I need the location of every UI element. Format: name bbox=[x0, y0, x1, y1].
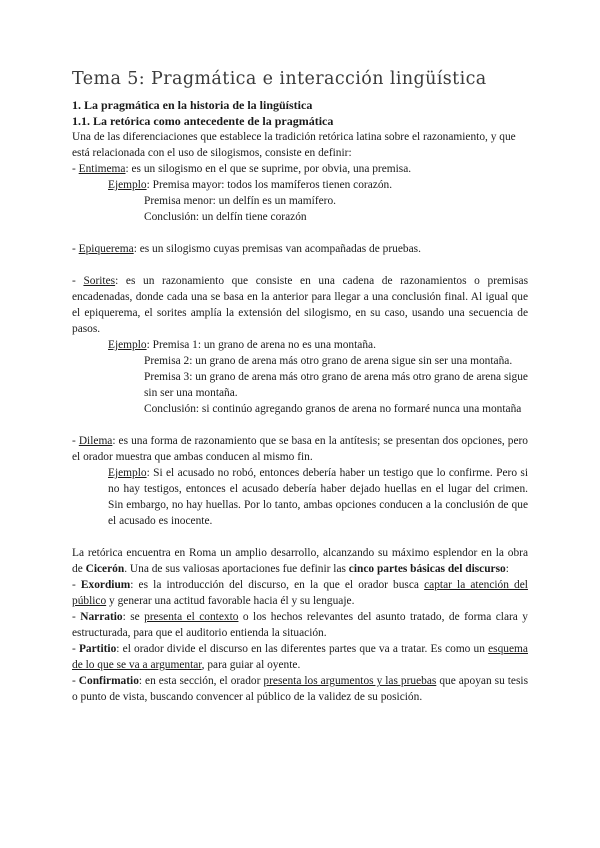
dilema-term: Dilema bbox=[78, 435, 113, 447]
roma-text: La retórica encuentra en Roma un amplio desarrollo, alcanzando su máximo esplendor en la obra de bbox=[72, 547, 528, 575]
list-dash: - bbox=[72, 435, 79, 447]
narratio-term: Narratio bbox=[80, 611, 123, 623]
epiquerema-def: : es un silogismo cuyas premisas van acompañadas de pruebas. bbox=[133, 243, 421, 255]
entimema-definition bbox=[72, 161, 528, 177]
item-highlight: presenta los argumentos y las pruebas bbox=[263, 675, 437, 687]
roma-paragraph bbox=[72, 545, 528, 577]
example-label: Ejemplo bbox=[108, 339, 147, 351]
example-text: : Si el acusado no robó, entonces debería haber un testigo que lo confirme. Pero si no hay testigos, entonces el acusado debería haber dejado huellas en el lugar del crimen. Sin embargo, no hay huellas. Por lo tanto, ambas opciones conducen a la conclusión de que el acusado es inocente. bbox=[108, 467, 528, 527]
sorites-def: : es un razonamiento que consiste en una cadena de razonamientos o premisas encadenadas, donde cada una se basa en la anterior para llegar a una conclusión final. Al igual que el epiquerema, el sorites amplía la extensión del silogismo, en su caso, usando una secuencia de pasos. bbox=[72, 275, 528, 335]
item-highlight: captar la atención del público bbox=[72, 579, 528, 607]
page-title: Tema 5: Pragmática e interacción lingüística bbox=[72, 69, 487, 89]
list-dash: - bbox=[72, 643, 79, 655]
section-heading: 1. La pragmática en la historia de la lingüística bbox=[72, 98, 313, 112]
list-item bbox=[72, 609, 528, 641]
exordium-term: Exordium bbox=[80, 579, 131, 591]
dilema-example bbox=[72, 465, 528, 529]
entimema-term: Entimema bbox=[78, 163, 126, 175]
list-item bbox=[72, 577, 528, 609]
epiquerema-term: Epiquerema bbox=[78, 243, 134, 255]
example-label: Ejemplo bbox=[108, 467, 147, 479]
item-text: o los hechos relevantes del asunto tratado, de forma clara y estructurada, para que el auditorio entienda la situación. bbox=[72, 611, 528, 639]
item-text: que apoyan su tesis o punto de vista, buscando convencer al público de la validez de su posición. bbox=[72, 675, 528, 703]
entimema-example bbox=[72, 177, 528, 193]
sorites-example bbox=[72, 337, 528, 353]
example-line: Conclusión: si continúo agregando granos de arena no formaré nunca una montaña bbox=[144, 403, 522, 415]
document-page bbox=[72, 68, 528, 705]
ciceron-name: Cicerón bbox=[85, 563, 125, 575]
item-text: : se bbox=[122, 611, 145, 623]
sorites-definition bbox=[72, 273, 528, 337]
example-line: Premisa 3: un grano de arena más otro grano de arena más otro grano de arena sigue sin ser una montaña. bbox=[144, 371, 528, 399]
item-text: y generar una actitud favorable hacia él y su lenguaje. bbox=[106, 595, 355, 607]
cinco-partes: cinco partes básicas del discurso bbox=[348, 563, 506, 575]
list-dash: - bbox=[72, 275, 84, 287]
roma-text: : bbox=[505, 563, 509, 575]
sorites-term: Sorites bbox=[83, 275, 116, 287]
list-dash: - bbox=[72, 163, 79, 175]
list-item bbox=[72, 641, 528, 673]
list-dash: - bbox=[72, 611, 81, 623]
example-line: Premisa menor: un delfín es un mamífero. bbox=[144, 195, 337, 207]
epiquerema-definition bbox=[72, 241, 528, 257]
item-text: : en esta sección, el orador bbox=[138, 675, 264, 687]
dilema-def: : es una forma de razonamiento que se basa en la antítesis; se presentan dos opciones, pero el orador muestra que ambas conducen al mismo fin. bbox=[72, 435, 528, 463]
entimema-def: : es un silogismo en el que se suprime, por obvia, una premisa. bbox=[125, 163, 412, 175]
example-line: Conclusión: un delfín tiene corazón bbox=[144, 211, 307, 223]
roma-text: . Una de sus valiosas aportaciones fue definir las bbox=[124, 563, 349, 575]
intro-paragraph: Una de las diferenciaciones que establece la tradición retórica latina sobre el razonamiento, y que está relacionada con el uso de silogismos, consiste en definir: bbox=[72, 131, 516, 159]
item-highlight: esquema de lo que se va a argumentar bbox=[72, 643, 528, 671]
list-dash: - bbox=[72, 675, 79, 687]
dilema-definition bbox=[72, 433, 528, 465]
item-text: : el orador divide el discurso en las diferentes partes que va a tratar. Es como un bbox=[116, 643, 489, 655]
item-highlight: presenta el contexto bbox=[144, 611, 239, 623]
example-line: Premisa 2: un grano de arena más otro grano de arena sigue sin ser una montaña. bbox=[144, 355, 513, 367]
list-item bbox=[72, 673, 528, 705]
partitio-term: Partitio bbox=[78, 643, 117, 655]
item-text: , para guiar al oyente. bbox=[201, 659, 301, 671]
list-dash: - bbox=[72, 579, 81, 591]
list-dash: - bbox=[72, 243, 79, 255]
example-line: : Premisa 1: un grano de arena no es una montaña. bbox=[146, 339, 376, 351]
example-label: Ejemplo bbox=[108, 179, 147, 191]
item-text: : es la introducción del discurso, en la que el orador busca bbox=[130, 579, 425, 591]
subsection-heading: 1.1. La retórica como antecedente de la pragmática bbox=[72, 114, 334, 128]
confirmatio-term: Confirmatio bbox=[78, 675, 139, 687]
example-line: : Premisa mayor: todos los mamíferos tienen corazón. bbox=[146, 179, 393, 191]
